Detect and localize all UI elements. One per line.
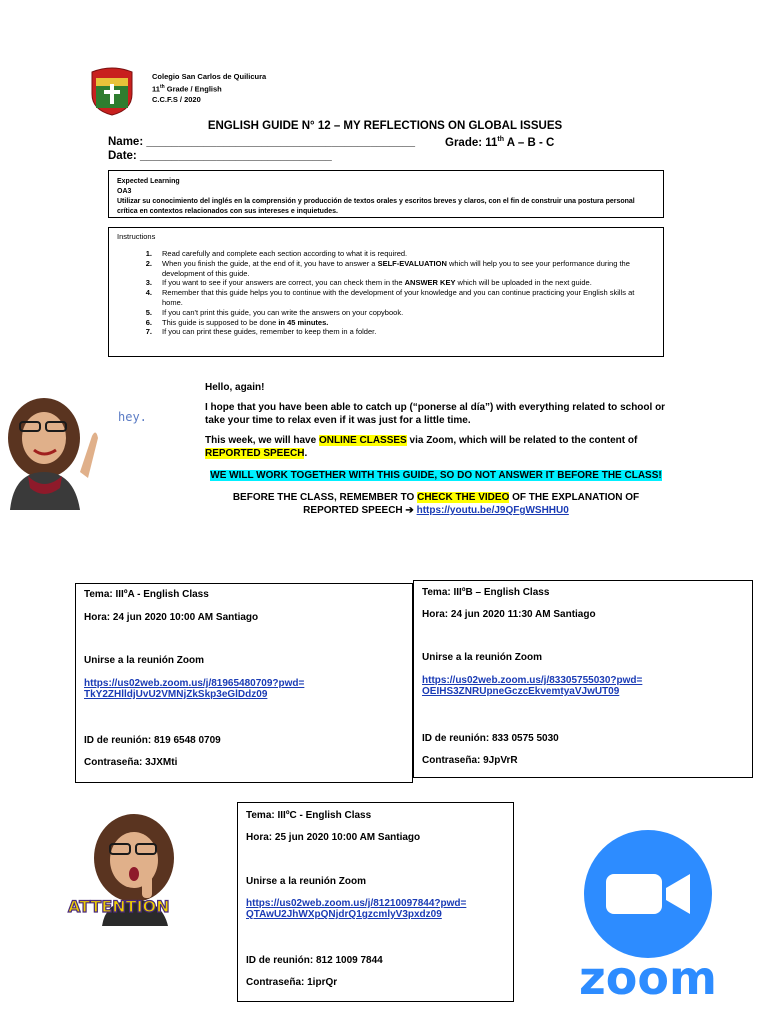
list-item: 5. If you can't print this guide, you can write the answers on your copybook. xyxy=(145,307,404,317)
meeting-join-label: Unirse a la reunión Zoom xyxy=(246,876,367,887)
meeting-password: Contraseña: 3JXMti xyxy=(84,757,178,768)
list-item: 7. If you can print these guides, remember to keep them in a folder. xyxy=(145,327,377,337)
school-info xyxy=(152,72,266,105)
message-paragraph-1: I hope that you have been able to catch up (“ponerse al día”) with everything related to school or take your time to relax even if it was just for a little time. xyxy=(205,402,666,426)
list-item: 6. This guide is supposed to be done in 45 minutes. xyxy=(145,317,329,327)
meeting-time: Hora: 25 jun 2020 10:00 AM Santiago xyxy=(246,832,421,843)
video-reminder: BEFORE THE CLASS, REMEMBER TO CHECK THE VIDEO OF THE EXPLANATION OF REPORTED SPEECH ➔ https://youtu.be/J9QFgWSHHU0 xyxy=(232,492,640,516)
attention-badge: ATTENTION xyxy=(68,897,170,916)
meeting-topic: Tema: IIIºB – English Class xyxy=(422,587,550,598)
teacher-avatar-attention-image xyxy=(64,808,200,928)
meeting-box-iiia xyxy=(75,583,413,783)
meeting-link[interactable]: https://us02web.zoom.us/j/83305755030?pwd= OEIHS3ZNRUpneGczcEkvemtyaVJwUT09 xyxy=(422,675,643,697)
meeting-id: ID de reunión: 819 6548 0709 xyxy=(84,735,221,746)
video-link[interactable]: https://youtu.be/J9QFgWSHHU0 xyxy=(416,505,569,516)
list-item: 3. If you want to see if your answers are correct, you can check them in the ANSWER KEY which will be uploaded in the next guide. xyxy=(145,278,592,288)
meeting-box-iiib xyxy=(413,580,753,778)
meeting-time: Hora: 24 jun 2020 10:00 AM Santiago xyxy=(84,612,259,623)
message-block xyxy=(205,381,667,517)
school-initials: C.C.F.S / 2020 xyxy=(152,94,201,104)
school-name: Colegio San Carlos de Quilicura xyxy=(152,72,267,81)
expected-heading: Expected Learning xyxy=(117,178,180,185)
instructions-list xyxy=(117,249,655,337)
meeting-link[interactable]: https://us02web.zoom.us/j/81210097844?pwd= QTAwU2JhWXpQNjdrQ1gzcmlyV3pxdz09 xyxy=(246,898,467,920)
expected-text: Utilizar su conocimiento del inglés en la comprensión y producción de textos orales y escritos breves y claros, con el fin de construir una postura personal crítica en contextos relacionados con sus intereses e inquietudes. xyxy=(117,198,635,215)
reported-speech-highlight: REPORTED SPEECH xyxy=(205,448,305,459)
guide-title: ENGLISH GUIDE N° 12 – MY REFLECTIONS ON GLOBAL ISSUES xyxy=(207,120,563,132)
meeting-id: ID de reunión: 812 1009 7844 xyxy=(246,955,383,966)
school-crest-logo xyxy=(88,64,136,116)
meeting-box-iiic xyxy=(237,802,514,1002)
meeting-link[interactable]: https://us02web.zoom.us/j/81965480709?pwd= TkY2ZHlldjUvU2VMNjZkSkp3eGlDdz09 xyxy=(84,678,305,700)
zoom-logo-image xyxy=(548,828,748,998)
meeting-password: Contraseña: 1iprQr xyxy=(246,977,338,988)
hello-line: Hello, again! xyxy=(205,382,265,393)
message-paragraph-2: This week, we will have ONLINE CLASSES via Zoom, which will be related to the content of REPORTED SPEECH. xyxy=(205,435,638,459)
list-item: 4. Remember that this guide helps you to continue with the development of your knowledge and you can continue practicing your English skills at home. xyxy=(145,288,635,307)
meeting-join-label: Unirse a la reunión Zoom xyxy=(84,655,205,666)
meeting-topic: Tema: IIIºA - English Class xyxy=(84,589,209,600)
instructions-box xyxy=(108,227,664,357)
expected-learning-box xyxy=(108,170,664,218)
meeting-join-label: Unirse a la reunión Zoom xyxy=(422,652,543,663)
meeting-time: Hora: 24 jun 2020 11:30 AM Santiago xyxy=(422,609,596,620)
expected-code: OA3 xyxy=(117,188,132,195)
list-item: 2. When you finish the guide, at the end of it, you have to answer a SELF-EVALUATION which will help you to see your performance during the development of this guide. xyxy=(145,258,630,278)
teacher-avatar-waving-image xyxy=(0,392,100,510)
check-video-highlight: CHECK THE VIDEO xyxy=(417,492,510,503)
meeting-topic: Tema: IIIºC - English Class xyxy=(246,810,372,821)
grade-line: Grade: 11th A – B - C xyxy=(445,136,555,149)
school-grade: 11th Grade / English xyxy=(152,84,222,94)
list-item: 1. Read carefully and complete each section according to what it is required. xyxy=(145,249,408,258)
zoom-wordmark: zoom xyxy=(579,951,717,998)
meeting-password: Contraseña: 9JpVrR xyxy=(422,755,518,766)
hey-caption: hey. xyxy=(118,410,147,424)
name-line: Name: __________________________________________ xyxy=(108,136,415,148)
online-classes-highlight: ONLINE CLASSES xyxy=(318,435,407,446)
date-line: Date: ______________________________ xyxy=(108,150,332,162)
arrow-icon: ➔ xyxy=(405,505,414,516)
meeting-id: ID de reunión: 833 0575 5030 xyxy=(422,733,559,744)
instructions-heading: Instructions xyxy=(117,232,156,241)
warning-line: WE WILL WORK TOGETHER WITH THIS GUIDE, SO DO NOT ANSWER IT BEFORE THE CLASS! xyxy=(210,470,662,481)
